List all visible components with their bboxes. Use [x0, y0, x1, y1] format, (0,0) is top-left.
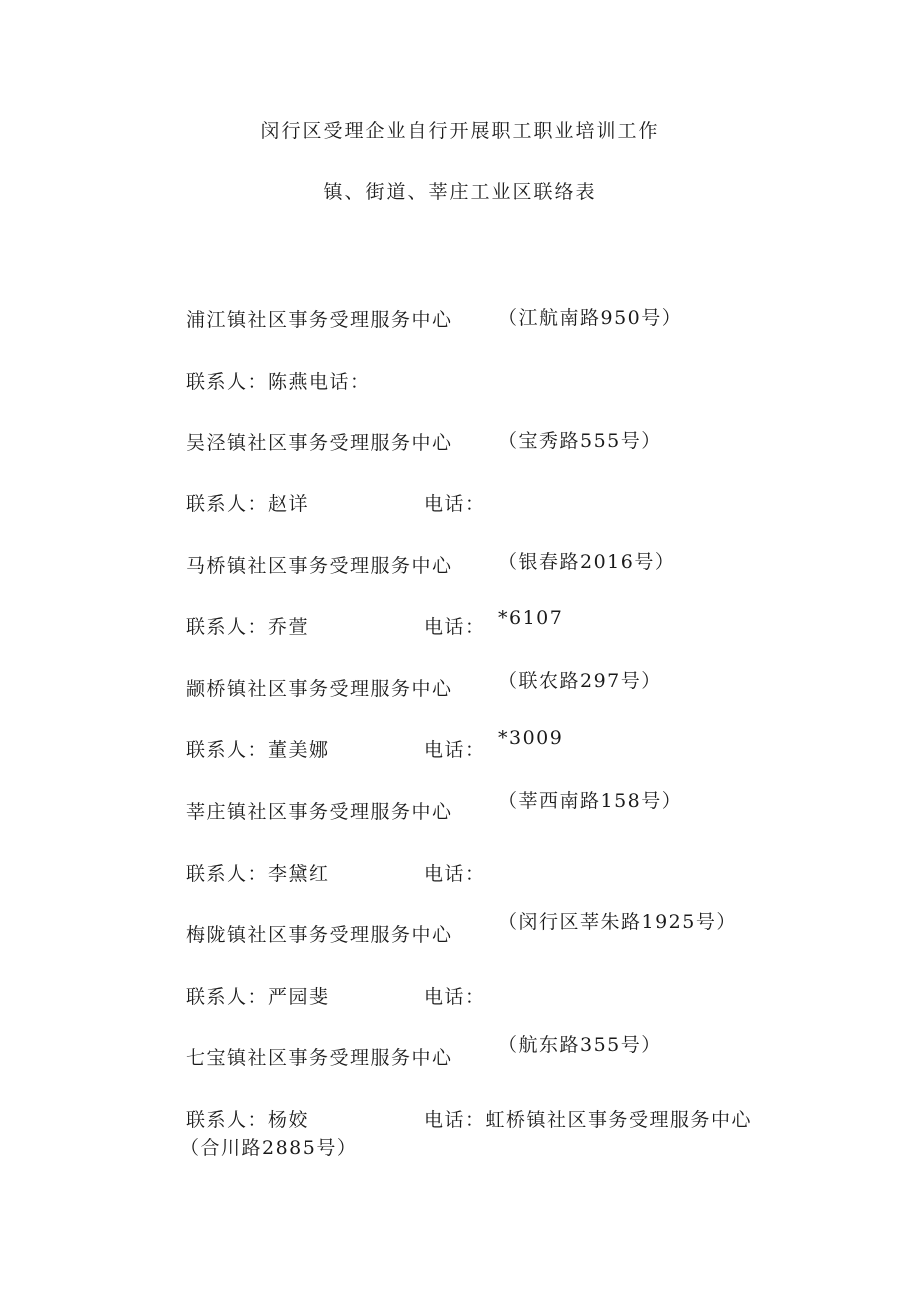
center-address: （合川路2885号）	[180, 1137, 358, 1159]
contact-person: 联系人：董美娜	[186, 739, 330, 761]
phone-label: 电话：	[424, 493, 486, 515]
center-name: 莘庄镇社区事务受理服务中心	[186, 801, 453, 823]
center-address: （联农路297号）	[498, 670, 662, 692]
contact-person: 联系人：李黛红	[186, 863, 330, 885]
center-name: 颛桥镇社区事务受理服务中心	[186, 678, 453, 700]
center-address: （江航南路950号）	[498, 307, 683, 329]
contact-person: 联系人：杨姣	[186, 1109, 310, 1131]
document-title: 闵行区受理企业自行开展职工职业培训工作	[260, 120, 660, 142]
contact-person: 联系人：赵详	[186, 493, 310, 515]
center-name: 梅陇镇社区事务受理服务中心	[186, 924, 453, 946]
contact-person: 联系人：乔萱	[186, 616, 310, 638]
phone-number: *6107	[498, 607, 564, 629]
center-name: 七宝镇社区事务受理服务中心	[186, 1047, 453, 1069]
center-address: （宝秀路555号）	[498, 430, 662, 452]
phone-number: *3009	[498, 727, 564, 749]
center-address: （航东路355号）	[498, 1034, 662, 1056]
phone-label: 电话：	[424, 986, 486, 1008]
center-name: 吴泾镇社区事务受理服务中心	[186, 432, 453, 454]
contact-person: 联系人：严园斐	[186, 986, 330, 1008]
phone-label: 电话：	[424, 863, 486, 885]
center-name: 马桥镇社区事务受理服务中心	[186, 555, 453, 577]
phone-label: 电话：	[424, 616, 486, 638]
contact-person: 联系人：陈燕电话：	[186, 371, 371, 393]
phone-label: 电话：虹桥镇社区事务受理服务中心	[424, 1109, 753, 1131]
center-name: 浦江镇社区事务受理服务中心	[186, 309, 453, 331]
center-address: （闵行区莘朱路1925号）	[498, 911, 737, 933]
phone-label: 电话：	[424, 739, 486, 761]
center-address: （莘西南路158号）	[498, 790, 683, 812]
center-address: （银春路2016号）	[498, 551, 676, 573]
document-subtitle: 镇、街道、莘庄工业区联络表	[323, 181, 597, 203]
